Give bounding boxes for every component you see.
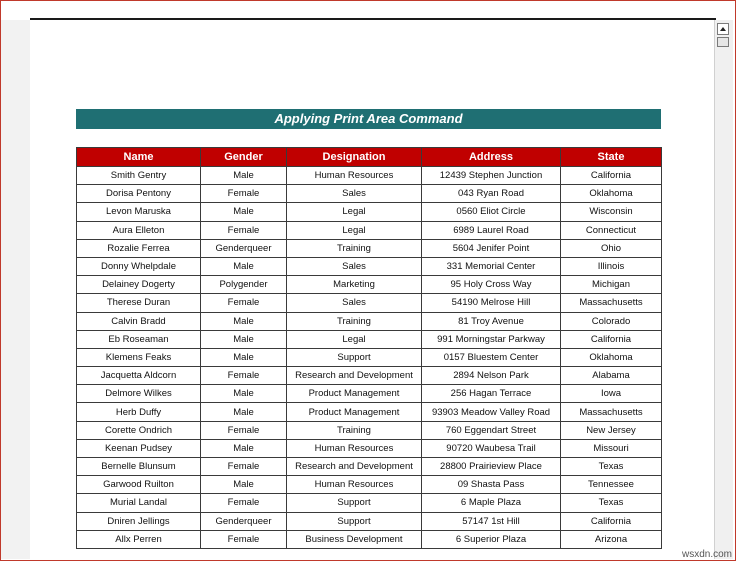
cell-state: Ohio — [561, 239, 662, 257]
table-row — [77, 167, 662, 185]
cell-name: Levon Maruska — [77, 203, 201, 221]
cell-designation: Sales — [287, 185, 422, 203]
cell-gender: Genderqueer — [201, 512, 287, 530]
cell-gender: Male — [201, 385, 287, 403]
cell-designation: Human Resources — [287, 439, 422, 457]
cell-name: Aura Elleton — [77, 221, 201, 239]
cell-designation: Marketing — [287, 276, 422, 294]
cell-address: 043 Ryan Road — [422, 185, 561, 203]
cell-gender: Female — [201, 421, 287, 439]
cell-gender: Male — [201, 257, 287, 275]
cell-gender: Female — [201, 494, 287, 512]
cell-name: Smith Gentry — [77, 167, 201, 185]
cell-designation: Support — [287, 494, 422, 512]
cell-name: Bernelle Blunsum — [77, 458, 201, 476]
table-row — [77, 512, 662, 530]
cell-state: California — [561, 512, 662, 530]
cell-state: Massachusetts — [561, 294, 662, 312]
cell-designation: Human Resources — [287, 476, 422, 494]
cell-designation: Support — [287, 512, 422, 530]
cell-gender: Polygender — [201, 276, 287, 294]
cell-gender: Male — [201, 439, 287, 457]
cell-state: Alabama — [561, 367, 662, 385]
cell-state: Texas — [561, 458, 662, 476]
cell-state: Texas — [561, 494, 662, 512]
cell-name: Murial Landal — [77, 494, 201, 512]
cell-designation: Product Management — [287, 403, 422, 421]
preview-left-margin — [1, 20, 30, 559]
table-row — [77, 276, 662, 294]
cell-name: Calvin Bradd — [77, 312, 201, 330]
cell-gender: Female — [201, 367, 287, 385]
cell-designation: Training — [287, 312, 422, 330]
table-row — [77, 221, 662, 239]
table-body — [77, 167, 662, 549]
cell-gender: Male — [201, 203, 287, 221]
cell-name: Jacquetta Aldcorn — [77, 367, 201, 385]
table-row — [77, 385, 662, 403]
cell-designation: Research and Development — [287, 367, 422, 385]
table-row — [77, 294, 662, 312]
cell-gender: Male — [201, 312, 287, 330]
cell-address: 95 Holy Cross Way — [422, 276, 561, 294]
column-header-address: Address — [422, 148, 561, 167]
cell-gender: Male — [201, 403, 287, 421]
cell-address: 256 Hagan Terrace — [422, 385, 561, 403]
cell-address: 09 Shasta Pass — [422, 476, 561, 494]
watermark: wsxdn.com — [681, 549, 732, 560]
cell-address: 6 Maple Plaza — [422, 494, 561, 512]
cell-address: 28800 Prairieview Place — [422, 458, 561, 476]
table-row — [77, 494, 662, 512]
cell-address: 6989 Laurel Road — [422, 221, 561, 239]
cell-name: Corette Ondrich — [77, 421, 201, 439]
cell-state: California — [561, 167, 662, 185]
cell-designation: Training — [287, 421, 422, 439]
cell-name: Therese Duran — [77, 294, 201, 312]
table-row — [77, 530, 662, 548]
cell-name: Allx Perren — [77, 530, 201, 548]
data-table — [76, 147, 662, 549]
table-row — [77, 439, 662, 457]
cell-address: 991 Morningstar Parkway — [422, 330, 561, 348]
cell-state: Connecticut — [561, 221, 662, 239]
table-row — [77, 203, 662, 221]
cell-state: Colorado — [561, 312, 662, 330]
cell-designation: Product Management — [287, 385, 422, 403]
cell-gender: Genderqueer — [201, 239, 287, 257]
cell-gender: Male — [201, 330, 287, 348]
cell-designation: Support — [287, 348, 422, 366]
table-row — [77, 239, 662, 257]
cell-address: 2894 Nelson Park — [422, 367, 561, 385]
cell-address: 57147 1st Hill — [422, 512, 561, 530]
cell-gender: Male — [201, 476, 287, 494]
cell-name: Keenan Pudsey — [77, 439, 201, 457]
cell-gender: Male — [201, 167, 287, 185]
cell-designation: Research and Development — [287, 458, 422, 476]
cell-address: 90720 Waubesa Trail — [422, 439, 561, 457]
cell-gender: Female — [201, 458, 287, 476]
cell-state: California — [561, 330, 662, 348]
cell-designation: Human Resources — [287, 167, 422, 185]
sheet-title: Applying Print Area Command — [76, 109, 661, 129]
cell-state: Oklahoma — [561, 185, 662, 203]
cell-name: Dorisa Pentony — [77, 185, 201, 203]
cell-address: 93903 Meadow Valley Road — [422, 403, 561, 421]
cell-address: 54190 Melrose Hill — [422, 294, 561, 312]
cell-gender: Female — [201, 185, 287, 203]
table-row — [77, 421, 662, 439]
cell-name: Delmore Wilkes — [77, 385, 201, 403]
column-header-designation: Designation — [287, 148, 422, 167]
table-row — [77, 403, 662, 421]
cell-designation: Legal — [287, 330, 422, 348]
cell-name: Eb Roseaman — [77, 330, 201, 348]
cell-designation: Legal — [287, 203, 422, 221]
table-row — [77, 458, 662, 476]
cell-state: Tennessee — [561, 476, 662, 494]
cell-state: Iowa — [561, 385, 662, 403]
cell-address: 760 Eggendart Street — [422, 421, 561, 439]
cell-name: Donny Whelpdale — [77, 257, 201, 275]
scroll-up-button[interactable] — [717, 23, 729, 35]
cell-state: Oklahoma — [561, 348, 662, 366]
cell-state: Arizona — [561, 530, 662, 548]
cell-name: Herb Duffy — [77, 403, 201, 421]
table-row — [77, 312, 662, 330]
cell-gender: Male — [201, 348, 287, 366]
cell-designation: Business Development — [287, 530, 422, 548]
cell-name: Rozalie Ferrea — [77, 239, 201, 257]
cell-state: Michigan — [561, 276, 662, 294]
table-row — [77, 330, 662, 348]
cell-address: 0157 Bluestem Center — [422, 348, 561, 366]
vertical-scrollbar[interactable] — [714, 20, 733, 559]
cell-address: 6 Superior Plaza — [422, 530, 561, 548]
cell-designation: Sales — [287, 294, 422, 312]
cell-state: Illinois — [561, 257, 662, 275]
cell-name: Klemens Feaks — [77, 348, 201, 366]
cell-address: 5604 Jenifer Point — [422, 239, 561, 257]
cell-designation: Sales — [287, 257, 422, 275]
column-header-name: Name — [77, 148, 201, 167]
cell-name: Delainey Dogerty — [77, 276, 201, 294]
cell-name: Dniren Jellings — [77, 512, 201, 530]
chevron-up-icon — [720, 27, 726, 31]
table-row — [77, 367, 662, 385]
table-row — [77, 476, 662, 494]
column-header-state: State — [561, 148, 662, 167]
cell-state: Massachusetts — [561, 403, 662, 421]
cell-state: Missouri — [561, 439, 662, 457]
cell-gender: Female — [201, 294, 287, 312]
cell-address: 81 Troy Avenue — [422, 312, 561, 330]
cell-gender: Female — [201, 221, 287, 239]
cell-address: 0560 Eliot Circle — [422, 203, 561, 221]
table-row — [77, 185, 662, 203]
table-header-row — [77, 148, 662, 167]
scroll-thumb[interactable] — [717, 37, 729, 47]
cell-address: 331 Memorial Center — [422, 257, 561, 275]
table-row — [77, 348, 662, 366]
cell-state: New Jersey — [561, 421, 662, 439]
cell-designation: Training — [287, 239, 422, 257]
cell-designation: Legal — [287, 221, 422, 239]
column-header-gender: Gender — [201, 148, 287, 167]
cell-state: Wisconsin — [561, 203, 662, 221]
cell-address: 12439 Stephen Junction — [422, 167, 561, 185]
cell-gender: Female — [201, 530, 287, 548]
cell-name: Garwood Ruilton — [77, 476, 201, 494]
table-row — [77, 257, 662, 275]
